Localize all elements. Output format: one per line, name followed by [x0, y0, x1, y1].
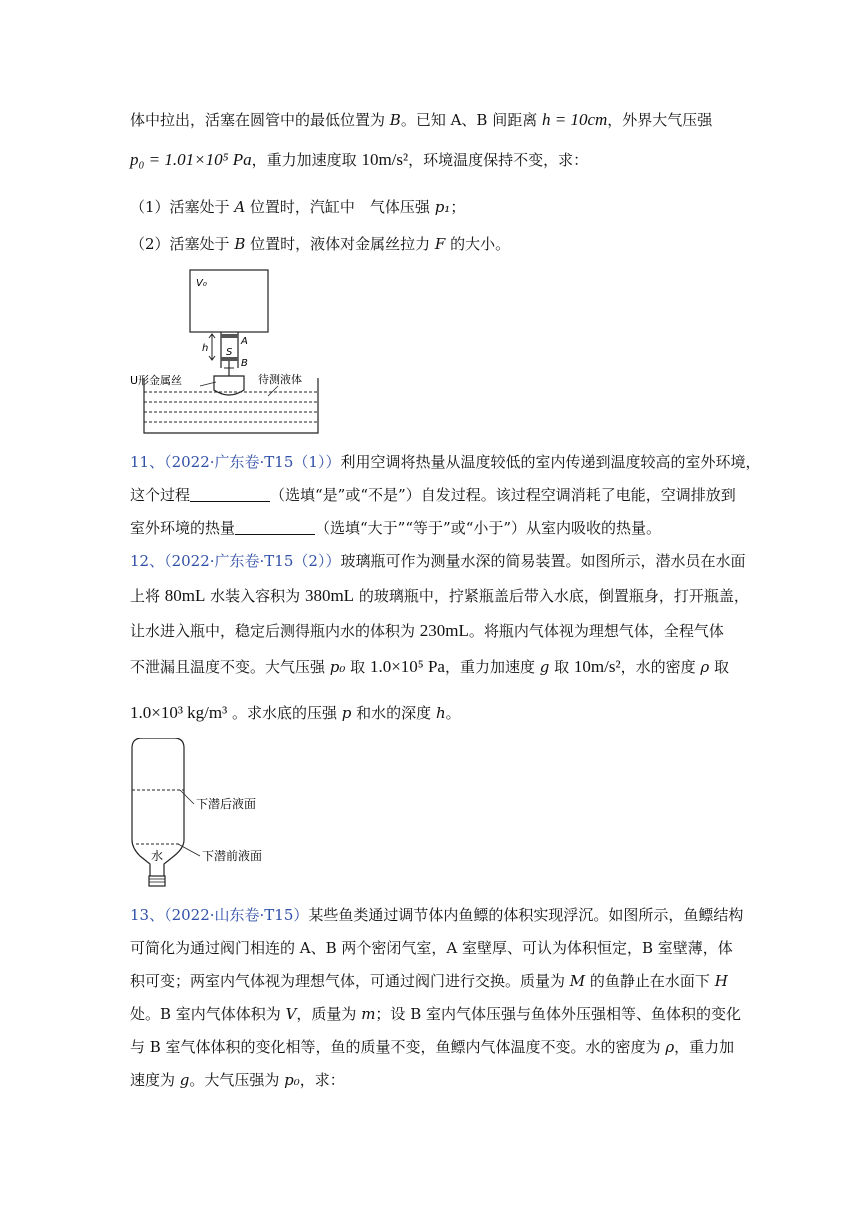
text: 的鱼静止在水面下: [585, 972, 715, 990]
p10-line-2: [130, 150, 588, 170]
text: 位置时，汽缸中 气体压强: [245, 198, 435, 216]
water-density: 1.0×10³ kg/m³: [130, 703, 228, 722]
bottle-volume: 380mL: [304, 586, 355, 605]
p12-line-2: [130, 586, 749, 606]
atm-pressure: p₀ = 1.01×10⁵ Pa: [130, 150, 252, 169]
text: （1）活塞处于: [130, 198, 235, 216]
wire-label: U形金属丝: [130, 374, 183, 387]
text: 这个过程: [130, 486, 191, 504]
text: （选填“是”或“不是”）自发过程。该过程空调消耗了电能，空调排放到: [270, 486, 736, 504]
p13-line-1: [130, 905, 743, 925]
text: 体中拉出，活塞在圆管中的最低位置为: [130, 111, 390, 129]
text: 上将: [130, 587, 165, 605]
problem-source: （2022·广东卷·T15（1））: [164, 453, 341, 471]
text: 。求水底的压强: [227, 704, 342, 722]
text: 。将瓶内气体视为理想气体，全程气体: [468, 622, 724, 640]
bottle-cap: [149, 876, 165, 886]
distance-h: h = 10cm: [541, 110, 608, 129]
text: 取: [709, 658, 729, 676]
var-F: F: [434, 235, 446, 253]
text: 速度为: [130, 1071, 180, 1089]
answer-blank-1[interactable]: [190, 487, 270, 502]
problem-number: 13、: [130, 906, 165, 924]
var-B: B: [389, 111, 401, 129]
text: 。已知 A、B 间距离: [400, 111, 542, 129]
text: 利用空调将热量从温度较低的室内传递到温度较高的室外环境，: [340, 453, 761, 471]
bottle-figure: [128, 738, 298, 896]
p13-line-5: [130, 1037, 734, 1057]
text: 玻璃瓶可作为测量水深的简易装置。如图所示，潜水员在水面: [340, 552, 746, 570]
var-g: g: [539, 658, 550, 676]
text: 水装入容积为: [205, 587, 305, 605]
text: ，求：: [299, 1071, 345, 1089]
p11-line-2: [130, 485, 736, 505]
text: 可简化为通过阀门相连的 A、B 两个密闭气室，A 室壁厚、可认为体积恒定，B 室壁薄，体: [130, 939, 733, 957]
problem-source: （2022·山东卷·T15）: [164, 906, 309, 924]
label-S: S: [226, 347, 233, 358]
piston-A: [221, 334, 238, 338]
var-B: B: [234, 235, 246, 253]
p11-line-3: [130, 518, 661, 538]
final-volume: 230mL: [419, 621, 469, 640]
text: ；: [450, 198, 466, 216]
text: 和水的深度: [351, 704, 436, 722]
var-g: g: [179, 1071, 190, 1089]
text: ，质量为: [296, 1005, 362, 1023]
text: （2）活塞处于: [130, 235, 235, 253]
text: 与 B 室气体体积的变化相等，鱼的质量不变，鱼鳔内气体温度不变。水的密度为: [130, 1038, 666, 1056]
var-p0: p₀: [284, 1071, 300, 1089]
label-h: h: [202, 343, 209, 354]
text: 室外环境的热量: [130, 519, 236, 537]
var-rho: ρ: [700, 658, 710, 676]
text: ，重力加速度: [444, 658, 540, 676]
p13-line-6: [130, 1070, 345, 1090]
text: ；设 B 室内气体压强与鱼体外压强相等、鱼体积的变化: [375, 1005, 741, 1023]
text: 积可变；两室内气体视为理想气体，可通过阀门进行交换。质量为: [130, 972, 570, 990]
var-H: H: [714, 972, 728, 990]
p11-line-1: [130, 452, 760, 472]
p13-line-2: [130, 938, 733, 958]
text: 的大小。: [445, 235, 511, 253]
text: 。大气压强为: [189, 1071, 285, 1089]
label-B: B: [241, 358, 248, 369]
p13-line-3: [130, 971, 728, 991]
text: （选填“大于”“等于”或“小于”）从室内吸收的热量。: [315, 519, 662, 537]
p12-line-3: [130, 621, 724, 641]
p10-question-2: [130, 234, 510, 254]
p12-line-5: [130, 703, 461, 723]
problem-source: （2022·广东卷·T15（2））: [164, 552, 341, 570]
text: 某些鱼类通过调节体内鱼鳔的体积实现浮沉。如图所示，鱼鳔结构: [308, 906, 744, 924]
text: 的玻璃瓶中，拧紧瓶盖后带入水底，倒置瓶身，打开瓶盖，: [354, 587, 749, 605]
text: ，重力加: [674, 1038, 735, 1056]
text: 位置时，液体对金属丝拉力: [245, 235, 435, 253]
var-V: V: [285, 1005, 297, 1023]
p10-line-1: [130, 110, 712, 130]
var-m: m: [361, 1005, 376, 1023]
gravity-value: 10m/s²: [573, 657, 621, 676]
label-A: A: [241, 336, 248, 347]
atm-pressure: 1.0×10⁵ Pa: [369, 657, 445, 676]
problem-number: 11、: [130, 453, 165, 471]
var-p: p: [341, 704, 352, 722]
text: 让水进入瓶中，稳定后测得瓶内水的体积为: [130, 622, 420, 640]
var-A: A: [234, 198, 246, 216]
water-label: 水: [151, 849, 164, 863]
text: ，重力加速度取: [251, 151, 362, 169]
p10-question-1: [130, 197, 465, 217]
text: 取: [345, 658, 370, 676]
p12-line-1: [130, 551, 745, 571]
var-p0: p₀: [329, 658, 346, 676]
text: 取: [549, 658, 574, 676]
cylinder-figure: [128, 268, 348, 438]
text: 。: [445, 704, 461, 722]
text: ，外界大气压强: [607, 111, 713, 129]
p12-line-4: [130, 657, 729, 677]
text: ，环境温度保持不变，求：: [408, 151, 589, 169]
gravity-value: 10m/s²: [361, 150, 409, 169]
p13-line-4: [130, 1004, 741, 1024]
var-p1: p₁: [434, 198, 451, 216]
var-h: h: [435, 704, 446, 722]
var-rho: ρ: [665, 1038, 675, 1056]
problem-number: 12、: [130, 552, 165, 570]
before-level-label: 下潜前液面: [202, 849, 263, 863]
water-volume: 80mL: [164, 586, 206, 605]
v0-label: V₀: [196, 278, 207, 289]
var-M: M: [569, 972, 586, 990]
answer-blank-2[interactable]: [235, 520, 315, 535]
text: 不泄漏且温度不变。大气压强: [130, 658, 330, 676]
text: 处。B 室内气体体积为: [130, 1005, 286, 1023]
after-level-label: 下潜后液面: [196, 797, 257, 811]
liquid-label: 待测液体: [258, 373, 302, 386]
text: ，水的密度: [620, 658, 701, 676]
